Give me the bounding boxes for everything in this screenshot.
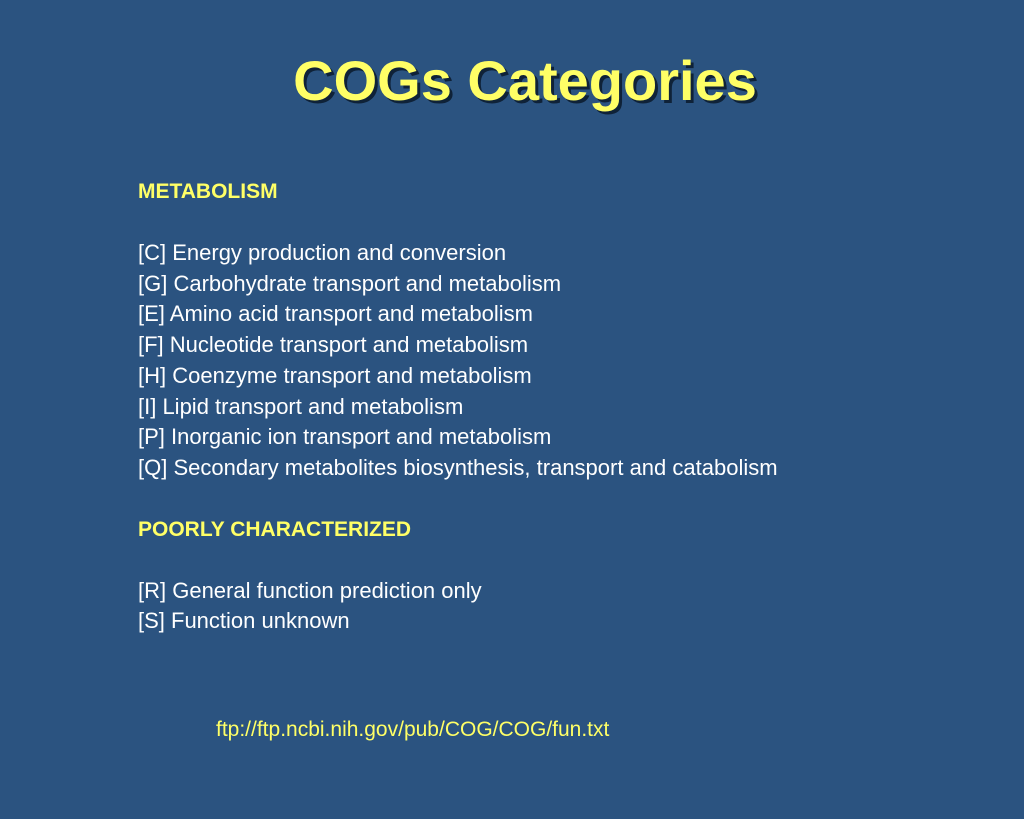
list-item: [R] General function prediction only xyxy=(138,577,482,603)
slide-title: COGs Categories xyxy=(293,49,757,112)
category-list xyxy=(138,576,998,637)
section-heading: POORLY CHARACTERIZED xyxy=(138,517,412,541)
list-item: [C] Energy production and conversion xyxy=(138,240,507,265)
list-item: [P] Inorganic ion transport and metabolism xyxy=(138,424,552,450)
list-item: [Q] Secondary metabolites biosynthesis, transport and catabolism xyxy=(138,454,778,480)
category-list xyxy=(138,238,998,484)
section-metabolism xyxy=(138,176,998,484)
list-item: [S] Function unknown xyxy=(138,608,350,634)
section-poorly-characterized xyxy=(138,514,998,637)
list-item: [I] Lipid transport and metabolism xyxy=(138,393,464,419)
list-item: [G] Carbohydrate transport and metabolism xyxy=(138,270,562,296)
section-heading: METABOLISM xyxy=(138,180,278,203)
list-item: [H] Coenzyme transport and metabolism xyxy=(138,362,532,388)
list-item: [F] Nucleotide transport and metabolism xyxy=(138,332,529,358)
source-link[interactable]: ftp://ftp.ncbi.nih.gov/pub/COG/COG/fun.txt xyxy=(216,718,610,741)
list-item: [E] Amino acid transport and metabolism xyxy=(138,301,533,327)
slide-content xyxy=(138,176,998,637)
